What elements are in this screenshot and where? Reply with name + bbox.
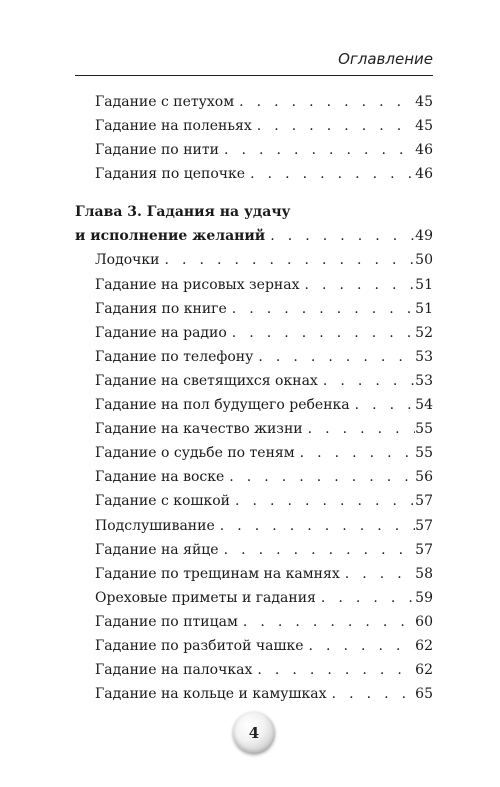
toc-entry-title: Гадания по книге	[95, 300, 227, 317]
toc-entry-title: Гадание с петухом	[95, 94, 235, 110]
toc-entry-title: Гадание на качество жизни	[95, 421, 303, 438]
toc-entry-title: Гадание на рисовых зернах	[95, 276, 300, 293]
toc-entry-title: Гадание на светящихся окнах	[95, 372, 318, 389]
chapter-page: 49	[415, 228, 433, 245]
toc-entry-page: 57	[415, 493, 433, 510]
toc-entry-page: 57	[415, 541, 433, 558]
toc-entry-title: Подслушивание	[95, 517, 215, 534]
toc-entry-page: 54	[415, 397, 433, 414]
toc-entry-title: Лодочки	[95, 252, 160, 269]
chapter-title-line2: и исполнение желаний	[75, 228, 266, 245]
toc-section-chapter	[75, 248, 433, 706]
toc-entry-page: 46	[415, 142, 433, 159]
toc-entry-title: Гадание на радио	[95, 324, 227, 341]
leader-dots	[227, 321, 415, 345]
toc-entry-title: Гадание на поленьях	[95, 118, 252, 135]
header-rule	[75, 75, 433, 76]
toc-entry-page: 56	[415, 469, 433, 486]
toc-entry[interactable]	[75, 138, 433, 162]
toc-entry[interactable]	[75, 610, 433, 634]
toc-entry[interactable]	[75, 248, 433, 272]
toc-entry[interactable]	[75, 682, 433, 706]
toc-entry[interactable]	[75, 658, 433, 682]
leader-dots	[230, 489, 415, 513]
chapter-title: Глава 3. Гадания на удачу	[75, 204, 291, 221]
toc-entry-page: 60	[415, 613, 433, 630]
toc-entry-page: 62	[415, 637, 433, 654]
toc-entry-title: Гадание с кошкой	[95, 493, 230, 510]
chapter-entry[interactable]	[75, 224, 433, 248]
toc-entry-title: Ореховые приметы и гадания	[95, 589, 316, 606]
toc-entry-page: 55	[415, 445, 433, 462]
leader-dots	[252, 658, 415, 682]
leader-dots	[238, 610, 415, 634]
toc-entry-title: Гадание на кольце и камушках	[95, 686, 327, 703]
toc-entry-title: Гадание на палочках	[95, 662, 253, 679]
leader-dots	[295, 441, 416, 465]
leader-dots	[350, 393, 416, 417]
toc-entry-page: 55	[415, 421, 433, 438]
leader-dots	[265, 224, 415, 248]
leader-dots	[252, 114, 415, 138]
toc-entry-page: 53	[415, 348, 433, 365]
toc-entry[interactable]	[75, 441, 433, 465]
toc-entry-page: 52	[415, 324, 433, 341]
toc-entry[interactable]	[75, 465, 433, 489]
running-head: Оглавление	[338, 50, 433, 68]
toc-entry[interactable]	[75, 273, 433, 297]
toc-entry-title: Гадание по нити	[95, 142, 219, 159]
toc-entry[interactable]	[75, 634, 433, 658]
leader-dots	[219, 538, 416, 562]
toc-entry[interactable]	[75, 417, 433, 441]
leader-dots	[219, 138, 415, 162]
leader-dots	[253, 345, 415, 369]
toc-entry-page: 53	[415, 372, 433, 389]
leader-dots	[245, 162, 415, 186]
toc-section-before	[75, 90, 433, 186]
toc-entry-title: Гадания по цепочке	[95, 166, 246, 183]
toc-entry-page: 58	[415, 565, 433, 582]
toc-entry-page: 50	[415, 252, 433, 269]
toc-entry-title: Гадание по телефону	[95, 348, 254, 365]
toc-entry[interactable]	[75, 369, 433, 393]
toc-entry[interactable]	[75, 114, 433, 138]
toc-entry-page: 57	[415, 517, 433, 534]
toc-entry-title: Гадание по разбитой чашке	[95, 637, 304, 654]
toc-entry-page: 59	[415, 589, 433, 606]
toc-entry-title: Гадание на пол будущего ребенка	[95, 397, 350, 414]
toc-entry-page: 45	[415, 94, 433, 110]
toc-entry[interactable]	[75, 393, 433, 417]
toc-entry-title: Гадание на яйце	[95, 541, 219, 558]
table-of-contents	[75, 90, 433, 706]
toc-entry-title: Гадание о судьбе по теням	[95, 445, 295, 462]
page-number-badge: 4	[233, 712, 275, 754]
toc-entry[interactable]	[75, 90, 433, 114]
toc-entry[interactable]	[75, 586, 433, 610]
leader-dots	[303, 417, 416, 441]
toc-entry-title: Гадание по птицам	[95, 613, 238, 630]
leader-dots	[227, 297, 415, 321]
leader-dots	[327, 682, 416, 706]
toc-entry-title: Гадание по трещинам на камнях	[95, 565, 340, 582]
leader-dots	[340, 562, 415, 586]
leader-dots	[215, 514, 415, 538]
toc-entry[interactable]	[75, 162, 433, 186]
leader-dots	[224, 465, 415, 489]
toc-entry-page: 51	[415, 300, 433, 317]
toc-entry-page: 45	[415, 118, 433, 135]
toc-entry-title: Гадание на воске	[95, 469, 225, 486]
leader-dots	[160, 248, 416, 272]
toc-entry[interactable]	[75, 514, 433, 538]
toc-entry[interactable]	[75, 321, 433, 345]
toc-entry-page: 46	[415, 166, 433, 183]
toc-entry-page: 62	[415, 662, 433, 679]
toc-entry-page: 51	[415, 276, 433, 293]
leader-dots	[304, 634, 416, 658]
leader-dots	[316, 586, 415, 610]
leader-dots	[234, 90, 415, 114]
leader-dots	[300, 273, 416, 297]
toc-entry[interactable]	[75, 345, 433, 369]
toc-entry[interactable]	[75, 538, 433, 562]
toc-entry[interactable]	[75, 489, 433, 513]
toc-entry-page: 65	[415, 686, 433, 703]
toc-entry[interactable]	[75, 297, 433, 321]
toc-entry[interactable]	[75, 562, 433, 586]
leader-dots	[318, 369, 415, 393]
